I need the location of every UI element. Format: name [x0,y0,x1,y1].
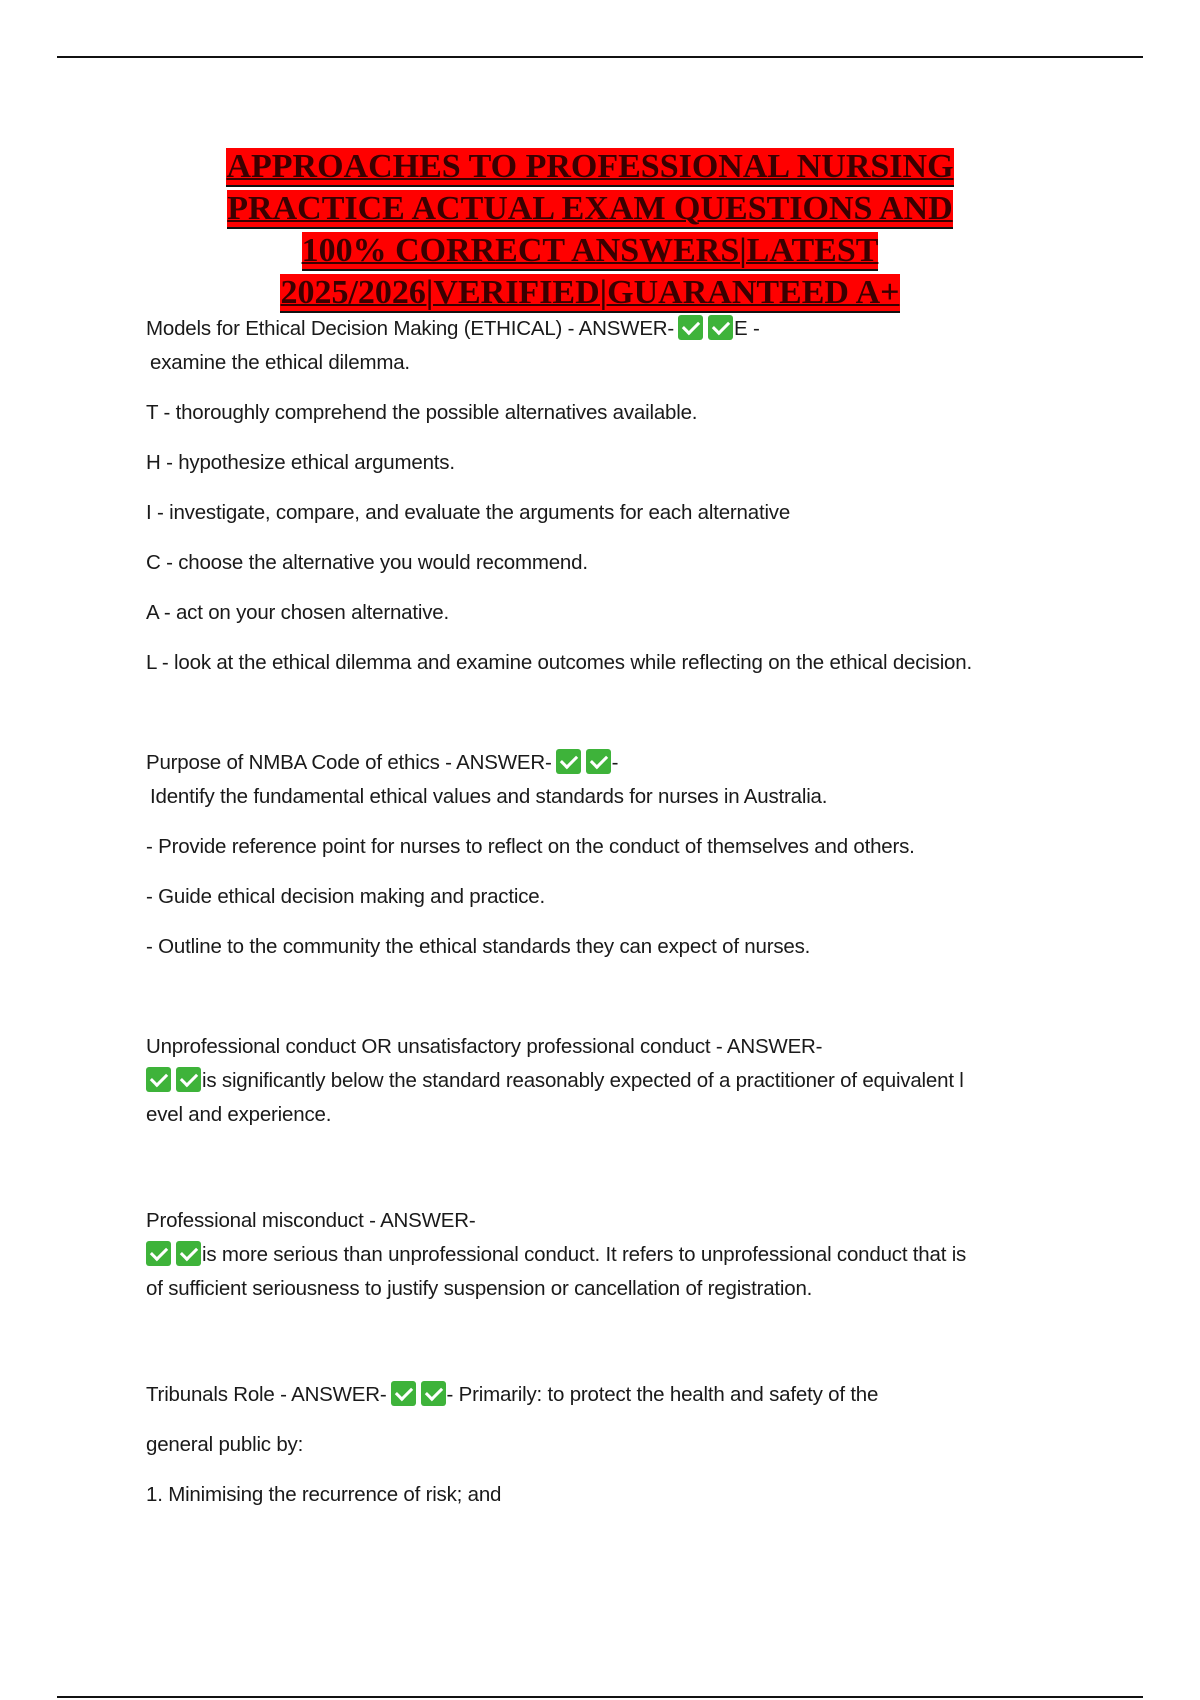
document-title [150,146,1030,314]
answer-line: examine the ethical dilemma. [150,351,410,374]
check-mark-button-icon [176,1241,201,1266]
answer-text: E - [734,317,760,340]
answer-line: general public by: [146,1433,304,1456]
check-mark-button-icon [708,315,733,340]
check-mark-button-icon [146,1067,171,1092]
answer-line: L - look at the ethical dilemma and examine outcomes while reflecting on the ethical decision. [146,651,972,674]
question-line: Unprofessional conduct OR unsatisfactory professional conduct - ANSWER- [146,1035,823,1058]
title-line-1: APPROACHES TO PROFESSIONAL NURSING [226,148,954,185]
answer-text: - [611,751,619,774]
check-mark-button-icon [146,1241,171,1266]
answer-line: - Guide ethical decision making and practice. [146,885,545,908]
answer-line: 1. Minimising the recurrence of risk; and [146,1483,502,1506]
top-divider [57,56,1143,58]
answer-line: I - investigate, compare, and evaluate the arguments for each alternative [146,501,791,524]
answer-line: of sufficient seriousness to justify suspension or cancellation of registration. [146,1277,813,1300]
check-mark-button-icon [391,1381,416,1406]
question-line [146,312,1066,346]
answer-text: is more serious than unprofessional conduct. It refers to unprofessional conduct that is [202,1243,967,1266]
qa-ethical-decision-making [146,312,1066,680]
title-line-4: 2025/2026|VERIFIED|GUARANTEED A+ [280,274,900,311]
answer-line: T - thoroughly comprehend the possible alternatives available. [146,401,698,424]
answer-line: C - choose the alternative you would recommend. [146,551,588,574]
bottom-divider [57,1696,1143,1698]
check-mark-button-icon [678,315,703,340]
answer-text: - Primarily: to protect the health and safety of the [446,1383,879,1406]
question-text: Models for Ethical Decision Making (ETHICAL) - ANSWER- [146,317,675,340]
qa-tribunals-role [146,1378,1066,1512]
title-line-2: PRACTICE ACTUAL EXAM QUESTIONS AND [227,190,953,227]
document-body [146,312,1066,1512]
answer-line: evel and experience. [146,1103,332,1126]
qa-professional-misconduct [146,1204,1066,1306]
answer-line: - Outline to the community the ethical standards they can expect of nurses. [146,935,811,958]
question-line: Professional misconduct - ANSWER- [146,1209,476,1232]
check-mark-button-icon [556,749,581,774]
question-line [146,746,1066,780]
question-text: Purpose of NMBA Code of ethics - ANSWER- [146,751,552,774]
answer-line [146,1064,1066,1098]
check-mark-button-icon [586,749,611,774]
check-mark-button-icon [176,1067,201,1092]
answer-line: H - hypothesize ethical arguments. [146,451,455,474]
question-text: Tribunals Role - ANSWER- [146,1383,387,1406]
answer-line: Identify the fundamental ethical values and standards for nurses in Australia. [150,785,828,808]
answer-line [146,1238,1066,1272]
answer-text: is significantly below the standard reasonably expected of a practitioner of equivalent l [202,1069,964,1092]
qa-nmba-code-of-ethics [146,746,1066,964]
answer-line: - Provide reference point for nurses to reflect on the conduct of themselves and others. [146,835,915,858]
qa-unprofessional-conduct [146,1030,1066,1132]
check-mark-button-icon [421,1381,446,1406]
question-line [146,1378,1066,1412]
title-line-3: 100% CORRECT ANSWERS|LATEST [301,232,879,269]
answer-line: A - act on your chosen alternative. [146,601,449,624]
